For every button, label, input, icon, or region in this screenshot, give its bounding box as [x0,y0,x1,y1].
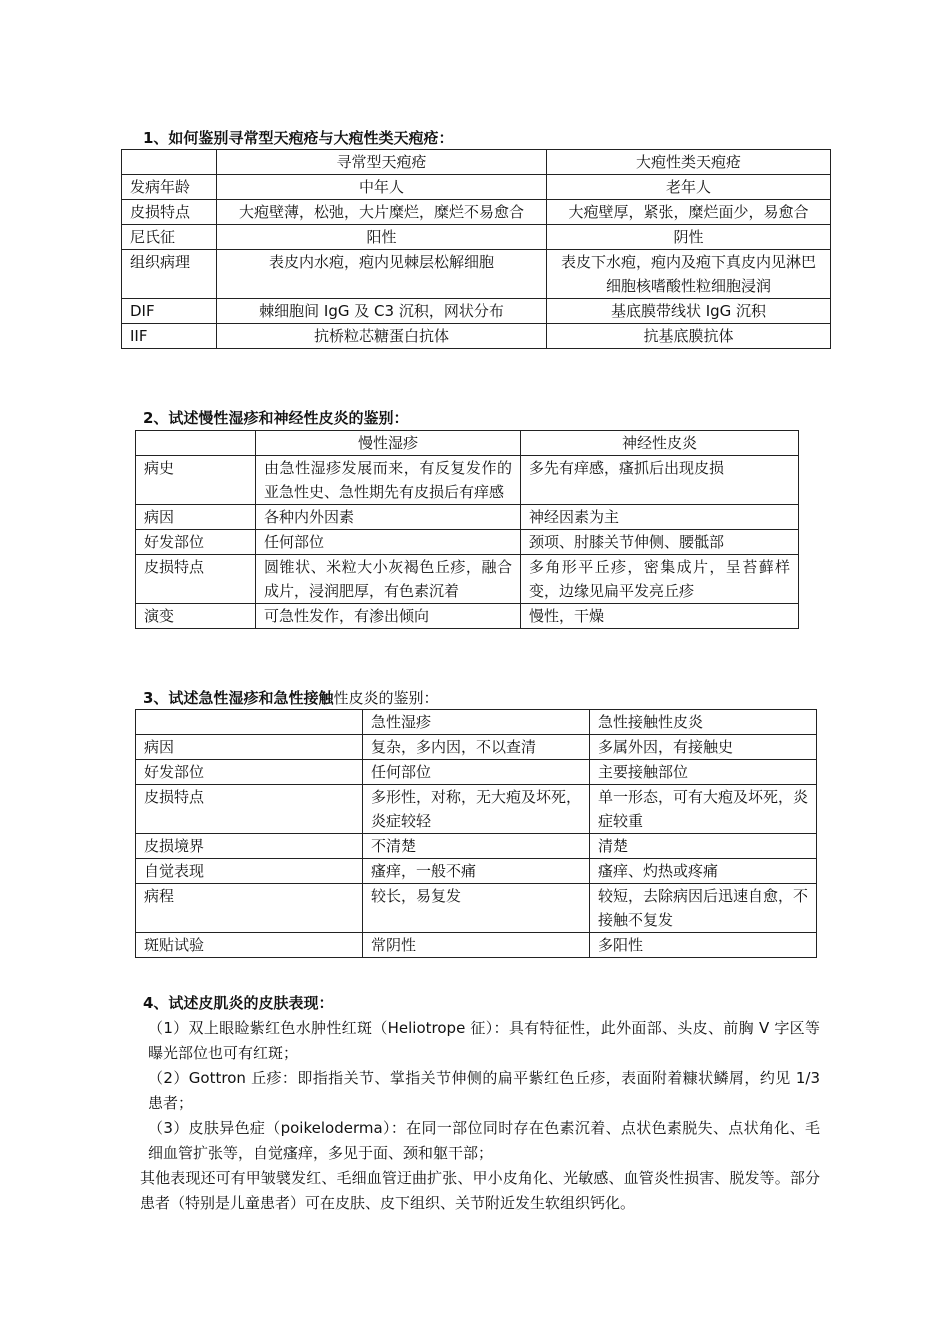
table-row [136,884,817,933]
table-row [136,760,817,785]
table-cell: 抗基底膜抗体 [547,324,831,349]
table-cell: 大疱壁厚，紧张，糜烂面少，易愈合 [547,200,831,225]
table-cell: 各种内外因素 [256,505,521,530]
section-1-heading: 1、如何鉴别寻常型天疱疮与大疱性类天疱疮： [143,129,454,147]
table-cell: 阳性 [217,225,547,250]
table-cell: 多形性，对称，无大疱及坏死，炎症较轻 [363,785,590,834]
table-row [122,225,831,250]
table-cell: 主要接触部位 [590,760,817,785]
section-4-paragraph: 其他表现还可有甲皱襞发红、毛细血管迂曲扩张、甲小皮角化、光敏感、血管炎性损害、脱发等。部分患者（特别是儿童患者）可在皮肤、皮下组织、关节附近发生软组织钙化。 [140,1169,820,1212]
row-label: 好发部位 [136,530,256,555]
row-label: 发病年龄 [122,175,217,200]
table-header-row [136,431,799,456]
table-cell: 由急性湿疹发展而来，有反复发作的亚急性史、急性期先有皮损后有痒感 [256,456,521,505]
table-row [136,785,817,834]
table-cell: 复杂，多内因，不以查清 [363,735,590,760]
table-cell: 阴性 [547,225,831,250]
table-cell: 任何部位 [256,530,521,555]
table-acute-eczema-contact-dermatitis [135,709,817,958]
section-3-heading-main: 3、试述急性湿疹和急性接触 [143,689,334,707]
table-cell: 多属外因，有接触史 [590,735,817,760]
header-cell: 寻常型天疱疮 [217,150,547,175]
header-cell: 急性湿疹 [363,710,590,735]
table-row [122,175,831,200]
row-label: 尼氏征 [122,225,217,250]
row-label: 病因 [136,505,256,530]
table-row [122,200,831,225]
table-cell: 棘细胞间 IgG 及 C3 沉积，网状分布 [217,299,547,324]
header-cell: 神经性皮炎 [521,431,799,456]
section-4-paragraph: （2）Gottron 丘疹：即指指关节、掌指关节伸侧的扁平紫红色丘疹，表面附着糠状鳞屑，约见 1/3 患者； [148,1069,820,1112]
table-cell: 抗桥粒芯糖蛋白抗体 [217,324,547,349]
row-label: DIF [122,299,217,324]
row-label: 组织病理 [122,250,217,299]
header-cell: 大疱性类天疱疮 [547,150,831,175]
section-3-heading [143,688,438,708]
row-label: 演变 [136,604,256,629]
table-header-row [122,150,831,175]
table-cell: 常阴性 [363,933,590,958]
row-label: 自觉表现 [136,859,363,884]
row-label: 病因 [136,735,363,760]
row-label: 病史 [136,456,256,505]
header-cell: 急性接触性皮炎 [590,710,817,735]
header-cell [122,150,217,175]
table-cell: 表皮下水疱，疱内及疱下真皮内见淋巴细胞核嗜酸性粒细胞浸润 [547,250,831,299]
table-row [136,933,817,958]
row-label: 皮损特点 [122,200,217,225]
table-cell: 中年人 [217,175,547,200]
table-row [136,859,817,884]
table-header-row [136,710,817,735]
header-cell [136,431,256,456]
table-cell: 清楚 [590,834,817,859]
table-cell: 单一形态，可有大疱及坏死，炎症较重 [590,785,817,834]
table-row [122,250,831,299]
section-3-heading-tail: 性皮炎的鉴别： [333,689,439,707]
table-cell: 可急性发作，有渗出倾向 [256,604,521,629]
table-row [136,834,817,859]
table-cell: 表皮内水疱，疱内见棘层松解细胞 [217,250,547,299]
row-label: 皮损特点 [136,785,363,834]
table-cell: 任何部位 [363,760,590,785]
row-label: 好发部位 [136,760,363,785]
table-cell: 颈项、肘膝关节伸侧、腰骶部 [521,530,799,555]
table-row [122,299,831,324]
row-label: 皮损特点 [136,555,256,604]
table-cell: 基底膜带线状 IgG 沉积 [547,299,831,324]
row-label: 皮损境界 [136,834,363,859]
section-2-heading: 2、试述慢性湿疹和神经性皮炎的鉴别： [143,409,409,427]
table-cell: 大疱壁薄，松弛，大片糜烂，糜烂不易愈合 [217,200,547,225]
table-row [136,456,799,505]
row-label: 病程 [136,884,363,933]
table-cell: 不清楚 [363,834,590,859]
row-label: 斑贴试验 [136,933,363,958]
table-row [136,530,799,555]
table-cell: 多先有痒感，瘙抓后出现皮损 [521,456,799,505]
table-cell: 多阳性 [590,933,817,958]
section-4-heading: 4、试述皮肌炎的皮肤表现： [143,994,334,1012]
table-row [136,604,799,629]
table-row [136,555,799,604]
header-cell [136,710,363,735]
table-cell: 瘙痒、灼热或疼痛 [590,859,817,884]
table-cell: 多角形平丘疹，密集成片，呈苔藓样变，边缘见扁平发亮丘疹 [521,555,799,604]
header-cell: 慢性湿疹 [256,431,521,456]
table-row [136,505,799,530]
table-cell: 较短，去除病因后迅速自愈，不接触不复发 [590,884,817,933]
section-4-paragraph: （1）双上眼睑紫红色水肿性红斑（Heliotrope 征）：具有特征性，此外面部、头皮、前胸 V 字区等曝光部位也可有红斑； [148,1019,820,1062]
table-eczema-neurodermatitis [135,430,799,629]
table-cell: 瘙痒，一般不痛 [363,859,590,884]
table-cell: 神经因素为主 [521,505,799,530]
section-4-paragraph: （3）皮肤异色症（poikeloderma）：在同一部位同时存在色素沉着、点状色素脱失、点状角化、毛细血管扩张等，自觉瘙痒，多见于面、颈和躯干部； [148,1119,820,1162]
table-cell: 慢性，干燥 [521,604,799,629]
table-row [136,735,817,760]
table-row [122,324,831,349]
table-cell: 圆锥状、米粒大小灰褐色丘疹，融合成片，浸润肥厚，有色素沉着 [256,555,521,604]
row-label: IIF [122,324,217,349]
table-cell: 老年人 [547,175,831,200]
table-pemphigus-comparison [121,149,831,349]
table-cell: 较长，易复发 [363,884,590,933]
